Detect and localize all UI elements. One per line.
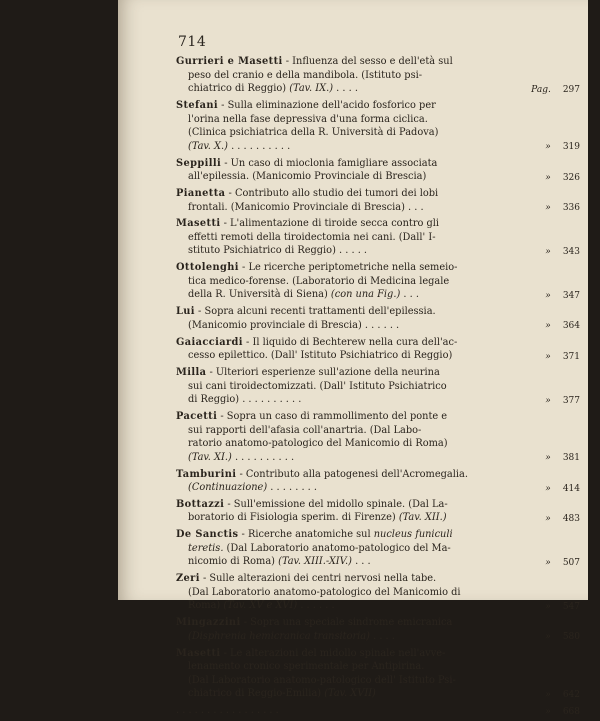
toc-line xyxy=(176,231,580,245)
entry-text: all'epilessia. (Manicomio Provinciale di Brescia) xyxy=(188,171,427,183)
toc-line xyxy=(176,542,580,556)
entry-italic: (Tav. XVII) xyxy=(324,688,376,700)
entry-text: effetti remoti della tiroidectomia nei cani. (Dall' I- xyxy=(188,231,436,243)
page-value: 381 xyxy=(562,453,580,464)
entry-text: - Contributo alla patogenesi dell'Acromegalia. xyxy=(236,468,468,480)
toc-entry xyxy=(176,468,580,495)
entry-italic: (Tav. XI.) xyxy=(188,451,232,463)
entry-page-number xyxy=(545,558,580,568)
page-value: 371 xyxy=(562,351,580,362)
entry-text: - Un caso di mioclonia famigliare associata xyxy=(221,157,438,169)
page-value: 364 xyxy=(562,321,580,332)
toc-line xyxy=(176,674,580,688)
entry-text: - Le ricerche periptometriche nella semeio- xyxy=(238,262,458,274)
ditto-mark: » xyxy=(545,632,551,643)
toc-line xyxy=(176,424,580,438)
entry-text: l'orina nella fase depressiva d'una forma ciclica. xyxy=(188,113,428,125)
entry-page-number xyxy=(545,453,580,463)
entry-text: sui cani tiroidectomizzati. (Dall' Istituto Psichiatrico xyxy=(188,380,447,392)
page-value: 336 xyxy=(562,203,580,214)
ditto-mark: » xyxy=(545,291,551,302)
entry-text: (Dal Laboratorio anatomo-patologico del Ma- xyxy=(223,542,451,554)
entry-italic: (Continuazione) xyxy=(188,482,268,494)
entry-text: - Sopra alcuni recenti trattamenti dell'epilessia. xyxy=(194,306,436,318)
toc-line xyxy=(176,410,580,424)
entry-author: Bottazzi xyxy=(176,498,225,510)
toc-line xyxy=(176,217,580,231)
page-value: 507 xyxy=(562,558,580,569)
toc-line xyxy=(176,244,580,258)
entry-author: Gaiacciardi xyxy=(176,336,243,348)
page-value: 642 xyxy=(562,689,580,700)
entry-italic: (Tav. X.) xyxy=(188,140,228,152)
entry-text: - Ricerche anatomiche sul xyxy=(238,529,374,541)
entry-leader-dots: . . . . . . xyxy=(297,600,335,612)
entry-page-number xyxy=(545,352,580,362)
toc-entry xyxy=(176,498,580,525)
toc-line xyxy=(176,660,580,674)
page-label: Pag. xyxy=(531,84,551,95)
entry-text: nicomio di Roma) xyxy=(188,556,279,568)
entry-text: - Il liquido di Bechterew nella cura dell'ac- xyxy=(242,336,458,348)
entry-text: (Clinica psichiatrica della R. Università di Padova) xyxy=(188,127,439,139)
toc-line xyxy=(176,305,580,319)
page-value: 377 xyxy=(562,395,580,406)
entry-text: chiatrico di Reggio-Emilia) xyxy=(188,688,325,700)
entry-author: Stefani xyxy=(176,99,219,111)
entry-page-number xyxy=(545,173,580,183)
toc-entry xyxy=(176,187,580,214)
entry-italic: (con una Fig.) xyxy=(330,289,401,301)
entry-text: - Ulteriori esperienze sull'azione della neurina xyxy=(206,366,440,378)
entry-leader-dots: . . . . . . . . . . xyxy=(231,451,295,463)
entry-text: tica medico-forense. (Laboratorio di Medicina legale xyxy=(188,275,450,287)
ditto-mark: » xyxy=(545,395,551,406)
toc-line xyxy=(176,687,580,701)
table-of-contents xyxy=(176,55,580,721)
entry-page-number xyxy=(545,291,580,301)
entry-text: - Le alterazioni del midollo spinale nell'avve- xyxy=(220,647,446,659)
ditto-mark: » xyxy=(545,203,551,214)
toc-entry xyxy=(176,55,580,96)
entry-page-number xyxy=(545,690,580,700)
toc-entry xyxy=(176,616,580,643)
toc-entry xyxy=(176,99,580,153)
page-value: 343 xyxy=(562,247,580,258)
entry-text: boratorio di Fisiologia sperim. di Firenze) xyxy=(188,512,399,524)
toc-line xyxy=(176,288,580,302)
ditto-mark: » xyxy=(545,483,551,494)
entry-italic: teretis. xyxy=(188,542,224,554)
entry-text: di Reggio) . . . . . . . . . . xyxy=(188,394,302,406)
entry-text: - Sopra una speciale sindrome emicranica xyxy=(240,617,453,629)
entry-page-number xyxy=(545,632,580,642)
entry-text: - Sull'emissione del midollo spinale. (Dal La- xyxy=(224,498,448,510)
toc-line xyxy=(176,113,580,127)
ditto-mark: » xyxy=(545,321,551,332)
entry-page-number xyxy=(545,203,580,213)
toc-entry xyxy=(176,704,580,718)
entry-leader-dots: . . . . . . . . xyxy=(267,482,318,494)
toc-line xyxy=(176,599,580,613)
page-value: 414 xyxy=(562,483,580,494)
entry-text: stituto Psichiatrico di Reggio) . . . . . xyxy=(188,245,368,257)
entry-text: della R. Università di Siena) xyxy=(188,289,331,301)
toc-line xyxy=(176,586,580,600)
toc-line xyxy=(176,555,580,569)
entry-leader-dots: . . . xyxy=(400,289,419,301)
toc-line xyxy=(176,437,580,451)
entry-text: cesso epilettico. (Dall' Istituto Psichiatrico di Reggio) xyxy=(188,350,453,362)
entry-text: (Manicomio provinciale di Brescia) . . . . . . xyxy=(188,319,400,331)
toc-line xyxy=(176,126,580,140)
toc-line xyxy=(176,380,580,394)
entry-text: (Dal Laboratorio anatomo-patologico dell' Istituto Psi- xyxy=(188,674,456,686)
entry-author: Seppilli xyxy=(176,157,222,169)
entry-italic: (Disphrenia hemicranica transitoria) xyxy=(188,630,370,642)
ditto-mark: » xyxy=(545,514,551,525)
entry-text: ratorio anatomo-patologico del Manicomio di Roma) xyxy=(188,438,448,450)
toc-line xyxy=(176,69,580,83)
entry-text: sui rapporti dell'afasia coll'anartria. (Dal Labo- xyxy=(188,424,422,436)
ditto-mark: » xyxy=(545,602,551,612)
toc-entry xyxy=(176,647,580,701)
toc-line xyxy=(176,336,580,350)
toc-line xyxy=(176,275,580,289)
entry-leader-dots: . . . . . . . . . . xyxy=(227,140,291,152)
entry-text: peso del cranio e della mandibola. (Istituto psi- xyxy=(188,69,423,81)
toc-entry xyxy=(176,410,580,464)
toc-line xyxy=(176,528,580,542)
entry-leader-dots: . . . . xyxy=(333,83,358,95)
entry-text: - Sulle alterazioni dei centri nervosi nella tabe. xyxy=(199,573,437,585)
toc-line xyxy=(176,261,580,275)
entry-author: Zeri xyxy=(176,573,200,585)
page-value: 347 xyxy=(562,291,580,302)
toc-line xyxy=(176,572,580,586)
entry-italic: (Tav. XIII.-XIV.) xyxy=(278,556,352,568)
entry-leader-dots: . . . . xyxy=(369,630,395,642)
toc-line xyxy=(176,511,580,525)
toc-line xyxy=(176,140,580,154)
entry-italic: (Tav. XV e XVI) xyxy=(223,600,298,612)
entry-page-number xyxy=(531,85,580,95)
toc-line xyxy=(176,366,580,380)
toc-entry xyxy=(176,305,580,332)
ditto-mark: » xyxy=(545,172,551,183)
page-value: 319 xyxy=(562,142,580,153)
entry-author: Pacetti xyxy=(176,410,218,422)
page-value: 668 xyxy=(562,706,580,717)
book-page xyxy=(118,0,588,717)
entry-italic: (Tav. XII.) xyxy=(398,512,447,524)
ditto-mark: » xyxy=(545,142,551,153)
toc-entry xyxy=(176,217,580,258)
entry-leader-dots: . . . . . . . . . . . . . . . . . xyxy=(176,705,279,717)
entry-page-number xyxy=(545,602,580,612)
entry-author: Ottolenghi xyxy=(176,262,239,274)
entry-italic: (Tav. IX.) xyxy=(289,83,334,95)
toc-line xyxy=(176,170,580,184)
toc-line xyxy=(176,319,580,333)
entry-text: Roma) xyxy=(188,600,224,612)
toc-line xyxy=(176,55,580,69)
entry-author: Lui xyxy=(176,306,195,318)
toc-line xyxy=(176,393,580,407)
entry-author: Masetti xyxy=(176,218,221,230)
entry-author: Tamburini xyxy=(176,468,237,480)
ditto-mark: » xyxy=(545,706,551,717)
entry-text: - Influenza del sesso e dell'età sul xyxy=(282,56,453,67)
entry-page-number xyxy=(545,514,580,524)
toc-entry xyxy=(176,261,580,302)
toc-line xyxy=(176,201,580,215)
entry-text: (Dal Laboratorio anatomo-patologico del Manicomio di xyxy=(188,586,461,598)
entry-page-number xyxy=(545,247,580,257)
toc-entry xyxy=(176,157,580,184)
toc-entry xyxy=(176,572,580,613)
toc-line xyxy=(176,468,580,482)
toc-entry xyxy=(176,336,580,363)
toc-line xyxy=(176,481,580,495)
page-value: 326 xyxy=(562,172,580,183)
entry-author: Pianetta xyxy=(176,187,226,199)
entry-page-number xyxy=(545,321,580,331)
page-value: 483 xyxy=(562,514,580,525)
entry-text: - L'alimentazione di tiroide secca contro gli xyxy=(220,218,440,230)
entry-text: - Sopra un caso di rammollimento del ponte e xyxy=(217,410,448,422)
page-number: 714 xyxy=(178,34,207,50)
entry-text: frontali. (Manicomio Provinciale di Brescia) . . . xyxy=(188,201,424,213)
toc-line xyxy=(176,647,580,661)
ditto-mark: » xyxy=(545,558,551,569)
ditto-mark: » xyxy=(545,453,551,464)
entry-text: - Sulla eliminazione dell'acido fosforico per xyxy=(218,99,436,111)
entry-leader-dots: . . . xyxy=(351,556,371,568)
toc-line xyxy=(176,82,580,96)
toc-line xyxy=(176,157,580,171)
page-value: 297 xyxy=(562,84,580,95)
toc-line xyxy=(176,630,580,644)
entry-author: Milla xyxy=(176,366,207,378)
toc-entry xyxy=(176,366,580,407)
page-value: 580 xyxy=(562,632,580,643)
toc-line xyxy=(176,187,580,201)
entry-text: chiatrico di Reggio) xyxy=(188,83,290,95)
ditto-mark: » xyxy=(545,351,551,362)
entry-italic: nucleus funiculi xyxy=(373,529,453,541)
toc-line xyxy=(176,349,580,363)
ditto-mark: » xyxy=(545,247,551,258)
entry-text: - Contributo allo studio dei tumori dei lobi xyxy=(225,187,439,199)
toc-line xyxy=(176,451,580,465)
entry-page-number xyxy=(545,396,580,406)
toc-line xyxy=(176,704,580,718)
entry-text: lenamento cronico sperimentale per Antipirina. xyxy=(188,661,425,673)
entry-author: De Sanctis xyxy=(176,529,239,541)
toc-line xyxy=(176,498,580,512)
entry-page-number xyxy=(545,707,580,717)
entry-page-number xyxy=(545,142,580,152)
entry-author: Mingazzini xyxy=(176,617,241,629)
toc-line xyxy=(176,99,580,113)
ditto-mark: » xyxy=(545,689,551,700)
toc-line xyxy=(176,616,580,630)
entry-page-number xyxy=(545,484,580,494)
entry-author: Masetti xyxy=(176,647,221,659)
page-value: 547 xyxy=(562,602,580,612)
toc-entry xyxy=(176,528,580,569)
entry-author: Gurrieri e Masetti xyxy=(176,56,283,67)
